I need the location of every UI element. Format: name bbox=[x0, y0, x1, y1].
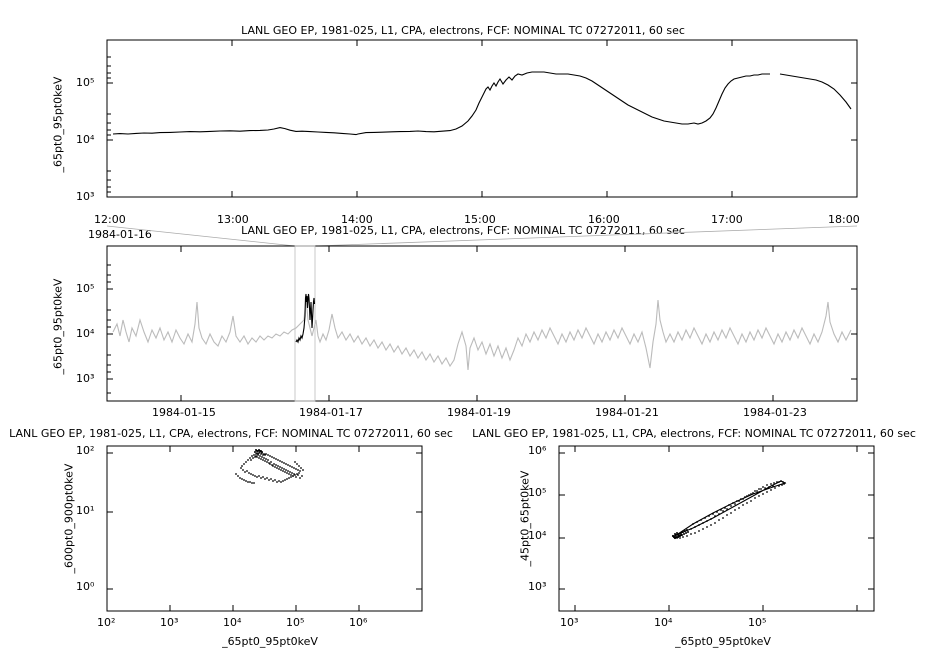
bottom-right-xlabel: _65pt0_95pt0keV bbox=[675, 635, 771, 648]
top-ytick-1e5: 10⁵ bbox=[76, 76, 95, 89]
middle-xtick-0115: 1984-01-15 bbox=[152, 406, 216, 419]
bottom-left-ytick-1e0: 10⁰ bbox=[76, 580, 95, 593]
top-xtick-1600: 16:00 bbox=[588, 213, 620, 226]
middle-context-trace bbox=[113, 296, 851, 370]
top-xtick-1400: 14:00 bbox=[341, 213, 373, 226]
middle-panel-title: LANL GEO EP, 1981-025, L1, CPA, electrons, FCF: NOMINAL TC 07272011, 60 sec bbox=[241, 224, 685, 237]
middle-xtick-0121: 1984-01-21 bbox=[595, 406, 659, 419]
middle-xtick-0119: 1984-01-19 bbox=[447, 406, 511, 419]
top-trace bbox=[113, 72, 770, 135]
bottom-right-scatter-panel bbox=[463, 424, 926, 647]
bottom-right-ytick-1e3: 10³ bbox=[528, 580, 547, 593]
top-trace-segment-2 bbox=[780, 74, 851, 109]
bottom-left-xtick-1e3: 10³ bbox=[160, 616, 179, 629]
bottom-left-plot-area bbox=[0, 424, 463, 647]
top-panel-title: LANL GEO EP, 1981-025, L1, CPA, electrons, FCF: NOMINAL TC 07272011, 60 sec bbox=[241, 24, 685, 37]
middle-panel-ylabel: _65pt0_95pt0keV bbox=[51, 278, 65, 375]
middle-plot-area bbox=[0, 224, 926, 424]
middle-timeseries-panel bbox=[0, 224, 926, 424]
top-xtick-1500: 15:00 bbox=[464, 213, 496, 226]
middle-ytick-1e3: 10³ bbox=[76, 372, 95, 385]
bottom-left-xtick-1e6: 10⁶ bbox=[349, 616, 368, 629]
bottom-right-xtick-1e5: 10⁵ bbox=[748, 616, 767, 629]
top-ytick-1e3: 10³ bbox=[76, 190, 95, 203]
middle-ytick-1e5: 10⁵ bbox=[76, 282, 95, 295]
top-xtick-1300: 13:00 bbox=[217, 213, 249, 226]
bottom-right-plot-area bbox=[463, 424, 926, 647]
top-plot-area bbox=[0, 0, 926, 210]
top-panel-ylabel: _65pt0_95pt0keV bbox=[51, 76, 65, 173]
bottom-left-scatter-panel bbox=[0, 424, 463, 647]
bottom-left-ytick-1e2: 10² bbox=[76, 444, 95, 457]
bottom-left-xtick-1e4: 10⁴ bbox=[223, 616, 242, 629]
middle-ytick-1e4: 10⁴ bbox=[76, 327, 95, 340]
bottom-right-xtick-1e3: 10³ bbox=[560, 616, 579, 629]
top-xtick-1700: 17:00 bbox=[711, 213, 743, 226]
bottom-left-xtick-1e5: 10⁵ bbox=[286, 616, 305, 629]
top-ytick-1e4: 10⁴ bbox=[76, 133, 95, 146]
bottom-right-ytick-1e6: 10⁶ bbox=[528, 444, 547, 457]
bottom-right-title: LANL GEO EP, 1981-025, L1, CPA, electrons, FCF: NOMINAL TC 07272011, 60 sec bbox=[472, 427, 916, 440]
bottom-right-ylabel: _45pt0_65pt0keV bbox=[518, 470, 532, 567]
bottom-left-title: LANL GEO EP, 1981-025, L1, CPA, electrons, FCF: NOMINAL TC 07272011, 60 sec bbox=[9, 427, 453, 440]
top-xtick-1800: 18:00 bbox=[828, 213, 860, 226]
top-xtick-1200: 12:00 bbox=[94, 213, 126, 226]
bottom-left-ylabel: _600pt0_900pt0keV bbox=[62, 463, 76, 574]
bottom-left-xtick-1e2: 10² bbox=[97, 616, 116, 629]
bottom-left-points bbox=[235, 449, 304, 484]
middle-xtick-0117: 1984-01-17 bbox=[299, 406, 363, 419]
bottom-left-ytick-1e1: 10¹ bbox=[76, 504, 95, 517]
middle-xtick-0123: 1984-01-23 bbox=[743, 406, 807, 419]
bottom-right-ytick-1e5: 10⁵ bbox=[528, 486, 547, 499]
bottom-left-xlabel: _65pt0_95pt0keV bbox=[222, 635, 318, 648]
top-date-label: 1984-01-16 bbox=[88, 228, 152, 241]
bottom-right-ytick-1e4: 10⁴ bbox=[528, 529, 547, 542]
bottom-right-loop-outline bbox=[674, 481, 785, 536]
top-timeseries-panel bbox=[0, 0, 926, 241]
bottom-right-xtick-1e4: 10⁴ bbox=[654, 616, 673, 629]
